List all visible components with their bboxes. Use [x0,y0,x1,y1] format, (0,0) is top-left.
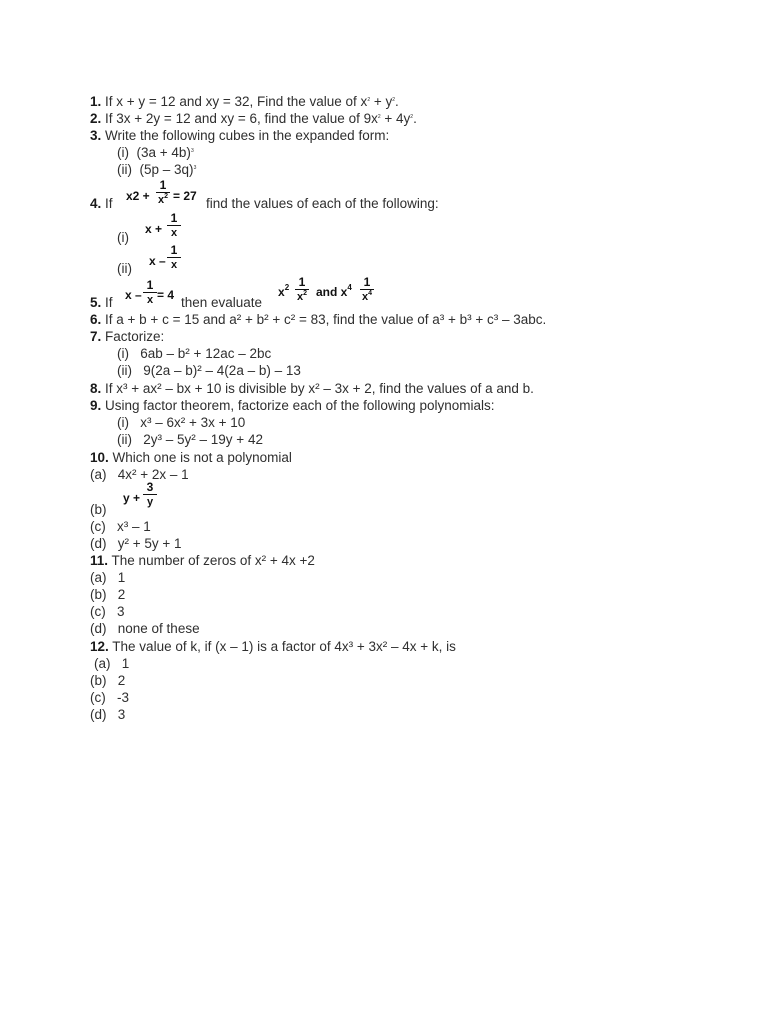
q12-option-a: (a) 1 [94,656,130,671]
question-5-continuation: then evaluate [181,295,263,310]
question-7: 7. Factorize: [90,329,165,344]
question-5: 5. If [90,295,113,310]
q4i-expression: x + [145,222,163,236]
question-2: 2. If 3x + 2y = 12 and xy = 6, find the value of $9x^2 + 4y^2$. [90,111,417,126]
question-6: 6. If a + b + c = 15 and a² + b² + c² = 83, find the value of a³ + b³ + c³ – 3abc. [90,312,547,327]
q12-option-c: (c) -3 [90,690,130,705]
question-1: 1. If x + y = 12 and xy = 32, Find the value of $x^2 + y^2$. [90,94,399,109]
q11-option-d: (d) none of these [90,621,200,636]
q5-and-x4: and $x^4$ [316,283,352,299]
q11-option-b: (b) 2 [90,587,126,602]
q5-rhs: = 4 [157,288,175,302]
question-7-part-ii: (ii) 9(2a – b)² – 4(2a – b) – 13 [117,363,301,378]
question-8: 8. If x³ + ax² – bx + 10 is divisible by x² – 3x + 2, find the values of a and b. [90,381,534,396]
question-7-part-i: (i) 6ab – b² + 12ac – 2bc [117,346,272,361]
q11-option-a: (a) 1 [90,570,126,585]
question-3: 3. Write the following cubes in the expanded form: [90,128,390,143]
question-4: 4. If [90,196,113,211]
question-4-part-ii: (ii) [117,261,132,276]
question-10: 10. Which one is not a polynomial [90,450,292,465]
q5-fraction-x2: 1 $x^2$ [296,275,308,303]
question-11: 11. The number of zeros of x² + 4x +2 [90,553,315,568]
q10-option-c: (c) x³ – 1 [90,519,151,534]
question-3-part-i: (i) $(3a + 4b)^3$ [117,145,194,160]
question-12: 12. The value of k, if (x – 1) is a factor of 4x³ + 3x² – 4x + k, is [90,639,456,654]
q10-option-a: (a) 4x² + 2x – 1 [90,467,189,482]
q4i-fraction: 1 x [167,212,181,239]
q5-fraction-x4: 1 $x^4$ [361,275,373,303]
q10b-expression: y + [123,491,141,505]
question-4-continuation: find the values of each of the following: [206,196,439,211]
question-9: 9. Using factor theorem, factorize each of the following polynomials: [90,398,495,413]
q11-option-c: (c) 3 [90,604,125,619]
q10-option-b: (b) [90,502,107,517]
q12-option-b: (b) 2 [90,673,126,688]
question-3-part-ii: (ii) (5p – 3q)$^3$ [117,162,197,177]
q4-equation-lhs: x2 + [126,189,150,203]
q10-option-d: (d) y² + 5y + 1 [90,536,182,551]
q12-option-d: (d) 3 [90,707,126,722]
q4ii-expression: x – [149,254,166,268]
q10b-fraction: 3 y [143,481,157,508]
q4ii-fraction: 1 x [167,244,181,271]
q4-fraction: 1 $x^2$ [157,178,169,206]
q5-x2: $x^2$ [278,283,290,299]
q5-lhs: x – [125,288,142,302]
q5-fraction: 1 x [143,279,157,306]
q4-equation-rhs: = 27 [173,189,197,203]
question-4-part-i: (i) [117,230,129,245]
question-9-part-ii: (ii) 2y³ – 5y² – 19y + 42 [117,432,263,447]
question-9-part-i: (i) x³ – 6x² + 3x + 10 [117,415,246,430]
